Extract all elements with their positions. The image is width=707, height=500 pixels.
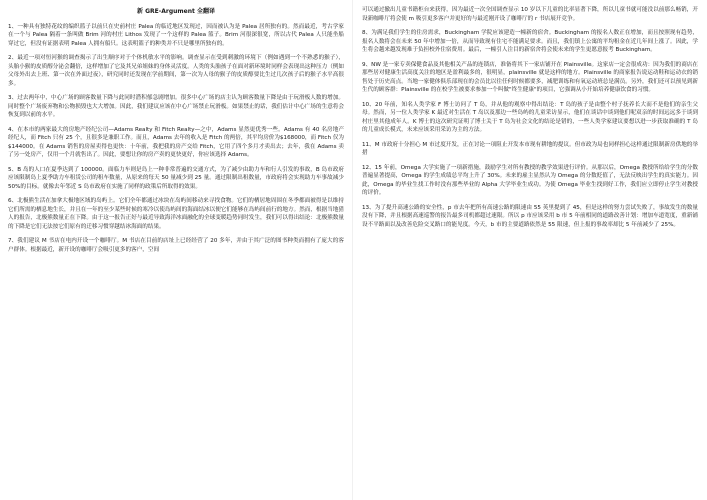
paragraph-2: 2、最近一项对恒河猴的调查揭示了出生顺序对于个体机敏水平的影响。调查显示在受到刺激的环境下（例如遇到一个不熟悉的猴子），头胎小猴的皮质醇分泌会翻倍，这样增加了它及其兄弟姐妹的身体灵活度。人类的头胎孩子在面对新环境时同样会表现出这种压力（例如父母外出去上班、第一次在外面过夜），研究同时还发现在学前期间，第一次为人母的猴子的皮质醇要比生过几次孩子后的猴子水平高很多。 bbox=[8, 55, 344, 87]
right-column bbox=[362, 6, 698, 235]
column-divider bbox=[352, 0, 353, 500]
paragraph-1: 1、一种具有独特花纹的编织篮子以前只在史前村庄 Palea 的临近地区发现过，因而被认为是 Palea 居所独有的。然而最近，考古学家在一个与 Palea 隔着一条叫做 Brim 河的村庄 Lithos 发现了一个这样的 Palea 篮子。Brim 河很深很宽，所以古代 Palea 人只能坐船穿过它，但没有证据表明 Palea 人拥有船只。这表明篮子的种类并不只是哪里所独有的。 bbox=[8, 23, 344, 47]
paragraph-10: 10、20 年前，知名人类学家 F 博士访问了 T 岛，并从他的观察中得出结论：T 岛的孩子是由整个村子抚养长大而不是他们的亲生父母。然而，另一位人类学家 K 最近对生活在 T 岛以及那边一些岛屿的儿童采访显示，他们在谈话中谈到他们呢双亲的时间远远多于谈到村庄里其他成年人。K 博士的这次研究证明了博士关于 T 岛为社会文化的结论是错的，一些人类学家建议要想以进一步获取准确的 T 岛的儿童成长模式，未来应该采用采访为主的方法。 bbox=[362, 101, 698, 133]
left-column bbox=[8, 8, 344, 260]
paragraph-13: 13、为了提升高速公路的安全性，p 市去年把所有高速公路的限速由 55 英里提到了 45，但是这样的努力尝试失败了，事故发生的数量没有下降，并且根据高速巡警的报告最多司机都超过速限。所以 p 市应该采用 b 市 5 年前相同的道路改善计划：增加车道宽度，重新铺设不平路面以及改善危险交叉路口的能见度。今天，b 市的主要道路依然是 55 限速，但上报的事故率却比 5 年前减少了 25%。 bbox=[362, 204, 698, 228]
paragraph-5: 5、B 岛的人口在夏季达到了 100000。面临力车则是岛上一种非常普遍的交通方式，为了减少由助力车和行人引发的事故，B 岛市政府应该限制岛上夏季助力车租赁公司的租车数量，从原来的每天 50 量减少到 25 量。通过限制出租数量，市政府将会实现助力车事故减少 50%的目标。就像去年邻近 S 岛市政府在实施了同样的政策后所取得的效果。 bbox=[8, 166, 344, 190]
paragraph-3: 3、过去两年中，中心广场的顾客数量下降与此同时潜积郁急剧增加。很多中心广场的店主认为顾客数量下降是由于玩滑板人数的增加。同时整个广场废弃物和公物损毁也大大增加。因此，我们建议应该在中心广场禁止玩滑板。如果禁止的话，我们估计中心广场的生意将会恢复到以前的水平。 bbox=[8, 95, 344, 118]
paragraph-8: 8、为满足我们学生的住房需求，Buckingham 学院应该建造一幢新的宿舍。Buckingham 的报名人数正在增加，而且按照现有趋势，报名人数将会在未来 50 年中增加一倍，从而导致现有住宅不能满足要求。而且，我们镇上公寓的平均租金在近几年间上涨了。因此，学生将会越来越发现难于负担校外住宿费用。最后，一幢引人注目的新宿舍将会使未来的学生更愿意报考 Buckingham。 bbox=[362, 30, 698, 53]
paragraph-7: 7、我们建议 M 书店在电内开设一个咖啡厅。M 书店在目前的店址上已经经营了 20 多年，并由于其广泛的图书种类而拥有了庞大的客户群体。根据最近，新开设的咖啡厅会吸引更多的客户，空间 bbox=[8, 238, 344, 253]
document-title: 新 GRE-Argument 全翻译 bbox=[137, 8, 215, 15]
paragraph-6: 6、北极熊生活在加拿大极地区域的岛屿上。它们全年都通过冰块在岛屿间移动来寻找食物。它们的栖居地周围在冬季都面被得是以维持它们所需的栖息地生长，并且在一年的至少某些时候的寒冷以使岛屿间的海面结冰以便它们能够在岛屿间前行的地方。然而，根据当地猎人的报告，北极熊数量正在下降。由于这一报告正好与最近导致海洋冰面融化的全球变暖趋势同时发生，我们可以得出结论：北极熊数量的下降是它们无法按它们原有的迁移习惯穿越结冰海面的结果。 bbox=[8, 198, 344, 230]
paragraph-11: 11、M 市政府十分担心 M 市过度开发，正在讨论一项阻止开发本市现有耕地的提议。但市政为局也同样担心这样通过限制新房供地的举措 bbox=[362, 141, 698, 156]
paragraph-12: 12、15 年前，Omega 大学实施了一项新措施，鼓励学生对所有教授的教学效果进行评价。从那以后，Omega 教授所给给学生的分数普遍显著提高，Omega 的学生成绩总平均上升了 30%。未来的雇主显然认为 Omega 的分数贬值了，无法反映出学生的真实能力。因此，Omega 的毕业生找工作时没有那些毕业的 Alpha 大学毕业生成功。为使 Omega 毕业生找到好工作，我们应立即停止学生对教授的评价。 bbox=[362, 164, 698, 196]
paragraph-4: 4、在本市的两家最大的房地产经纪公司—Adams Realty 和 Fitch Realty—之中，Adams 显然更优秀一些。Adams 有 40 名房地产经纪人，而 Fitch 只有 25 个，且很多是兼职工作。而且，Adams 去年的收入是 Fitch 的两倍，其平均房价为$168000，而 Fitch 仅为$144000。在 Adams 销售的房屋卖得也更快：十年前，我把我的房产交给 Fitch，它用了四个多月才卖出去；去年，我在 Adams 卖了另一处房产，仅用一个月就售出了。因此，要想让你的房产卖的更快更好，你应该选择 Adams。 bbox=[8, 126, 344, 158]
paragraph-9: 9、NW 是一家专卖保健食品及其他相关产品的连锁店，准备将其下一家店铺开在 Plainsville。这家店一定会很成功：因为我们的商店在那些居对健康生活高度关注的地区是盈利最多的，很明显，plainsville 就是这样的地方。Plainsville 的商家报告说运动鞋和运动衣的销售处于历史高点。当地一家健体俱乐部现在的会员比以往任何时候都要多，减肥训练和有氧运动班总是满员。另外，我们还可以预见到新生代的顾客群：Plainsville 的在校学生被要求参加一个叫做"终生健康"的项目，它强调从小开始培养健康饮食的习惯。 bbox=[362, 61, 698, 93]
paragraph-7-continued: 可以通过撤出儿童书籍柜台来获得，因为最近一次全国调查显示 10 岁以下儿童的比率显著下降，所以儿童书就可能没以前那么畅销，开设新咖啡厅将会使 m 吸引更多客户并更好的与最近刚开设了咖啡厅的 r 书店展开竞争。 bbox=[362, 7, 698, 22]
